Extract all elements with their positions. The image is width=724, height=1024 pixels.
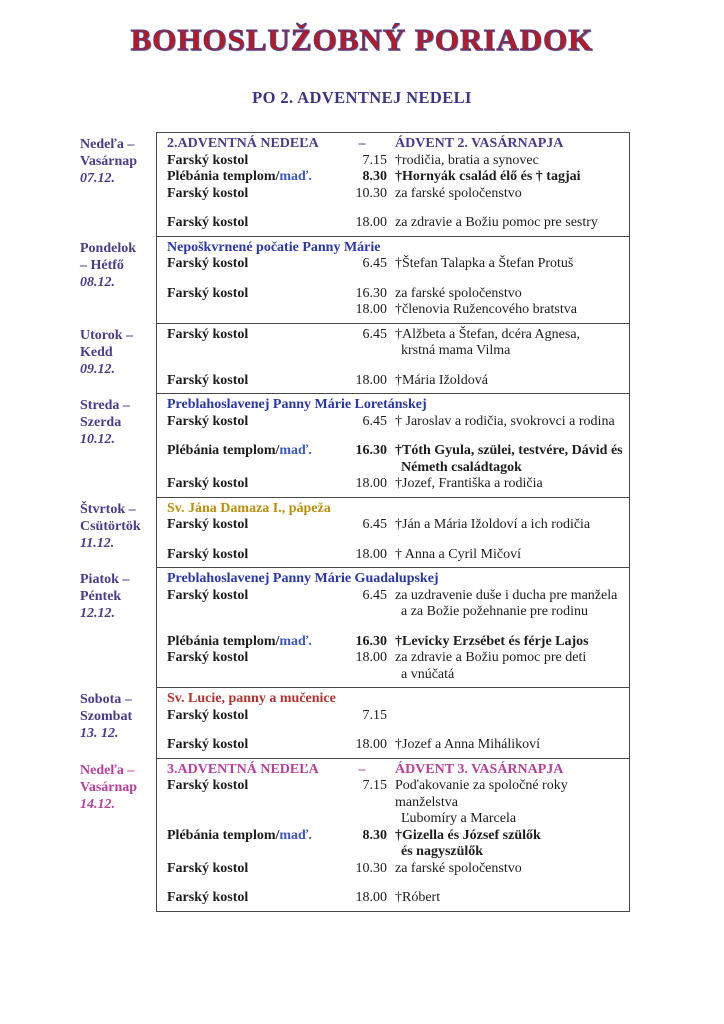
place-text: Farský kostol xyxy=(167,285,249,301)
intention-line: za farské spoločenstvo xyxy=(395,285,522,301)
intention-line: Ľubomíry a Marcela xyxy=(401,811,517,826)
section-header xyxy=(167,136,623,153)
day-date: 07.12. xyxy=(80,171,115,186)
schedule-row xyxy=(167,153,623,170)
time-cell: 18.00 xyxy=(355,650,387,665)
section-box xyxy=(156,497,630,568)
place-text: Farský kostol xyxy=(167,860,249,876)
place-cell xyxy=(167,256,329,273)
day-name: Pondelok xyxy=(80,240,137,256)
day-label xyxy=(80,497,156,568)
day-name: Nedeľa – xyxy=(80,137,135,152)
time-cell: 7.15 xyxy=(362,707,387,723)
place-cell xyxy=(167,169,329,186)
header-hungarian-title: ÁDVENT 2. VASÁRNAPJA xyxy=(395,136,564,151)
day-name: Szombat xyxy=(80,709,133,724)
intention-cell xyxy=(395,286,623,303)
section-box xyxy=(156,323,630,394)
day-name: Vasárnap xyxy=(80,154,138,169)
place-language-tag: maď. xyxy=(279,827,312,843)
schedule-row xyxy=(167,890,623,907)
place-text: Farský kostol xyxy=(167,372,249,388)
day-name: Sobota – xyxy=(80,692,132,707)
intention-line: za farské spoločenstvo xyxy=(395,860,522,876)
schedule-row xyxy=(167,650,623,683)
intention-cell xyxy=(395,778,623,828)
place-cell xyxy=(167,215,329,232)
schedule-section xyxy=(80,132,630,236)
schedule-row xyxy=(167,443,623,476)
intention-line: †Alžbeta a Štefan, dcéra Agnesa, xyxy=(395,326,581,342)
schedule-row xyxy=(167,186,623,203)
section-box xyxy=(156,236,630,323)
intention-cell xyxy=(395,186,623,203)
time-cell: 18.00 xyxy=(355,215,387,230)
place-cell xyxy=(167,414,329,431)
place-text: Farský kostol xyxy=(167,256,249,271)
day-name: Štvrtok – xyxy=(80,501,136,517)
time-cell: 6.45 xyxy=(362,413,387,429)
intention-line: †členovia Ružencového bratstva xyxy=(395,302,577,317)
place-text: Farský kostol xyxy=(167,326,249,342)
intention-cell xyxy=(395,169,623,186)
intention-cell xyxy=(395,708,623,725)
schedule-section xyxy=(80,567,630,687)
header-dash: – xyxy=(358,136,366,151)
time-cell: 16.30 xyxy=(355,285,387,301)
intention-line: za zdravie a Božiu pomoc pre deti xyxy=(395,650,587,665)
time-cell: 10.30 xyxy=(355,860,387,876)
place-cell xyxy=(167,650,329,683)
intention-line: a za Božie požehnanie pre rodinu xyxy=(401,604,588,619)
place-language-tag: maď. xyxy=(279,169,312,184)
intention-line: †Mária Ižoldová xyxy=(395,372,488,388)
header-hungarian-title: ÁDVENT 3. VASÁRNAPJA xyxy=(395,761,564,777)
time-cell: 18.00 xyxy=(355,737,387,752)
place-cell xyxy=(167,186,329,203)
place-text: Farský kostol xyxy=(167,413,249,429)
intention-line: †Štefan Talapka a Štefan Protuš xyxy=(395,256,574,271)
place-text: Farský kostol xyxy=(167,737,249,752)
schedule-section xyxy=(80,497,630,568)
place-text: Farský kostol xyxy=(167,476,249,491)
day-label xyxy=(80,323,156,394)
time-cell: 18.00 xyxy=(355,302,387,317)
schedule-row xyxy=(167,588,623,621)
intention-cell xyxy=(395,373,623,390)
day-label xyxy=(80,132,156,236)
intention-cell xyxy=(395,153,623,170)
time-cell: 18.00 xyxy=(355,476,387,491)
intention-line: † Anna a Cyril Mičoví xyxy=(395,546,521,562)
intention-cell xyxy=(395,256,623,273)
schedule-section xyxy=(80,393,630,497)
section-box xyxy=(156,393,630,497)
time-cell: 6.45 xyxy=(362,587,387,603)
header-slovak-title: 3.ADVENTNÁ NEDEĽA xyxy=(167,761,319,777)
schedule-row xyxy=(167,373,623,390)
schedule-row xyxy=(167,169,623,186)
intention-cell xyxy=(395,476,623,493)
place-cell xyxy=(167,890,329,907)
schedule-section xyxy=(80,323,630,394)
intention-line: krstná mama Vilma xyxy=(401,343,511,358)
intention-line: za farské spoločenstvo xyxy=(395,185,522,201)
time-cell: 16.30 xyxy=(355,443,387,458)
place-text: Farský kostol xyxy=(167,215,249,230)
schedule-row xyxy=(167,476,623,493)
place-cell xyxy=(167,588,329,621)
place-cell xyxy=(167,476,329,493)
schedule-row xyxy=(167,302,623,319)
place-text: Farský kostol xyxy=(167,517,249,532)
section-box xyxy=(156,687,630,758)
intention-cell xyxy=(395,650,623,683)
page-title: BOHOSLUŽOBNÝ PORIADOK xyxy=(130,22,594,57)
time-cell: 7.15 xyxy=(362,778,387,793)
place-cell xyxy=(167,861,329,878)
day-name: Szerda xyxy=(80,415,122,430)
intention-line: †Jozef a Anna Mihálikoví xyxy=(395,737,541,752)
place-text: Plébánia templom/ xyxy=(167,443,280,458)
section-box xyxy=(156,567,630,687)
intention-cell xyxy=(395,547,623,564)
intention-line: †Levicky Erzsébet és férje Lajos xyxy=(395,633,589,649)
place-cell xyxy=(167,373,329,390)
section-header xyxy=(167,762,623,779)
schedule-row xyxy=(167,286,623,303)
time-cell: 6.45 xyxy=(362,517,387,532)
place-cell xyxy=(167,327,329,360)
header-dash: – xyxy=(358,761,366,777)
schedule-row xyxy=(167,778,623,828)
place-cell xyxy=(167,778,329,828)
schedule-table xyxy=(80,132,630,912)
intention-cell xyxy=(395,327,623,360)
day-label xyxy=(80,758,156,912)
intention-cell xyxy=(395,517,623,534)
day-date: 11.12. xyxy=(80,535,115,551)
day-date: 12.12. xyxy=(80,606,115,621)
schedule-row xyxy=(167,215,623,232)
place-text: Farský kostol xyxy=(167,587,249,603)
time-cell: 16.30 xyxy=(355,633,387,649)
intention-cell xyxy=(395,861,623,878)
day-date: 14.12. xyxy=(80,796,115,812)
day-label xyxy=(80,687,156,758)
place-cell xyxy=(167,828,329,861)
schedule-row xyxy=(167,737,623,754)
time-cell: 6.45 xyxy=(362,326,387,342)
time-cell: 8.30 xyxy=(362,827,387,843)
day-label xyxy=(80,393,156,497)
time-cell: 7.15 xyxy=(362,152,387,168)
intention-line: za uzdravenie duše i ducha pre manžela xyxy=(395,587,618,603)
intention-line: †rodičia, bratia a synovec xyxy=(395,152,539,168)
intention-line: za zdravie a Božiu pomoc pre sestry xyxy=(395,215,598,230)
place-text: Plébánia templom/ xyxy=(167,827,280,843)
day-name: Piatok – xyxy=(80,572,130,587)
intention-cell xyxy=(395,828,623,861)
intention-cell xyxy=(395,737,623,754)
intention-cell xyxy=(395,443,623,476)
schedule-row xyxy=(167,861,623,878)
header-slovak-title: 2.ADVENTNÁ NEDEĽA xyxy=(167,136,319,151)
day-date: 08.12. xyxy=(80,274,115,290)
place-cell xyxy=(167,737,329,754)
place-text: Farský kostol xyxy=(167,546,249,562)
day-date: 13. 12. xyxy=(80,726,119,741)
day-label xyxy=(80,567,156,687)
intention-line: Németh családtagok xyxy=(401,459,522,475)
feast-name: Sv. Jána Damaza I., pápeža xyxy=(167,500,331,516)
schedule-row xyxy=(167,327,623,360)
feast-name: Nepoškvrnené počatie Panny Márie xyxy=(167,239,381,255)
time-cell: 6.45 xyxy=(362,256,387,271)
place-text: Farský kostol xyxy=(167,707,249,723)
feast-name: Sv. Lucie, panny a mučenice xyxy=(167,691,336,706)
place-cell xyxy=(167,443,329,476)
intention-line: Poďakovanie za spoločné roky manželstva xyxy=(395,778,568,810)
place-cell xyxy=(167,153,329,170)
time-cell: 18.00 xyxy=(355,890,387,905)
day-name: Kedd xyxy=(80,344,113,360)
intention-line: †Ján a Mária Ižoldoví a ich rodičia xyxy=(395,517,591,532)
schedule-row xyxy=(167,547,623,564)
day-date: 09.12. xyxy=(80,361,115,377)
section-box xyxy=(156,132,630,236)
intention-line: †Tóth Gyula, szülei, testvére, Dávid és xyxy=(395,443,623,458)
page-subtitle: PO 2. ADVENTNEJ NEDELI xyxy=(252,88,472,107)
time-cell: 10.30 xyxy=(355,185,387,201)
time-cell: 18.00 xyxy=(355,546,387,562)
place-language-tag: maď. xyxy=(279,443,312,458)
day-name: Utorok – xyxy=(80,327,134,343)
place-text: Plébánia templom/ xyxy=(167,633,280,649)
place-language-tag: maď. xyxy=(279,633,312,649)
intention-line: †Gizella és József szülők xyxy=(395,827,541,843)
schedule-section xyxy=(80,236,630,323)
schedule-row xyxy=(167,256,623,273)
intention-line: † Jaroslav a rodičia, svokrovci a rodina xyxy=(395,413,615,429)
schedule-section xyxy=(80,687,630,758)
place-cell xyxy=(167,286,329,303)
day-name: Péntek xyxy=(80,589,122,604)
intention-line: †Róbert xyxy=(395,890,441,905)
schedule-row xyxy=(167,828,623,861)
intention-cell xyxy=(395,588,623,621)
place-text: Farský kostol xyxy=(167,890,249,905)
intention-line: †Hornyák család élő és † tagjai xyxy=(395,169,581,184)
intention-cell xyxy=(395,890,623,907)
day-label xyxy=(80,236,156,323)
place-text: Farský kostol xyxy=(167,152,249,168)
time-cell: 18.00 xyxy=(355,372,387,388)
intention-cell xyxy=(395,634,623,651)
schedule-row xyxy=(167,517,623,534)
day-date: 10.12. xyxy=(80,432,115,447)
day-name: – Hétfő xyxy=(80,257,124,273)
schedule-row xyxy=(167,634,623,651)
day-name: Csütörtök xyxy=(80,518,141,534)
place-text: Farský kostol xyxy=(167,650,249,665)
intention-cell xyxy=(395,215,623,232)
place-cell xyxy=(167,517,329,534)
intention-cell xyxy=(395,414,623,431)
schedule-row xyxy=(167,708,623,725)
place-cell xyxy=(167,302,329,319)
place-text: Farský kostol xyxy=(167,185,249,201)
intention-line: a vnúčatá xyxy=(401,666,455,682)
section-box xyxy=(156,758,630,912)
day-name: Streda – xyxy=(80,398,130,413)
feast-name: Preblahoslavenej Panny Márie Loretánskej xyxy=(167,397,427,412)
day-name: Nedeľa – xyxy=(80,762,135,778)
feast-name: Preblahoslavenej Panny Márie Guadalupskej xyxy=(167,571,439,586)
schedule-row xyxy=(167,414,623,431)
intention-cell xyxy=(395,302,623,319)
day-name: Vasárnap xyxy=(80,779,138,795)
time-cell: 8.30 xyxy=(362,169,387,184)
place-cell xyxy=(167,634,329,651)
place-cell xyxy=(167,547,329,564)
intention-line: †Jozef, Františka a rodičia xyxy=(395,476,543,491)
place-text: Plébánia templom/ xyxy=(167,169,280,184)
schedule-section xyxy=(80,758,630,912)
place-text: Farský kostol xyxy=(167,778,249,793)
intention-line: és nagyszülők xyxy=(401,844,484,859)
place-cell xyxy=(167,708,329,725)
